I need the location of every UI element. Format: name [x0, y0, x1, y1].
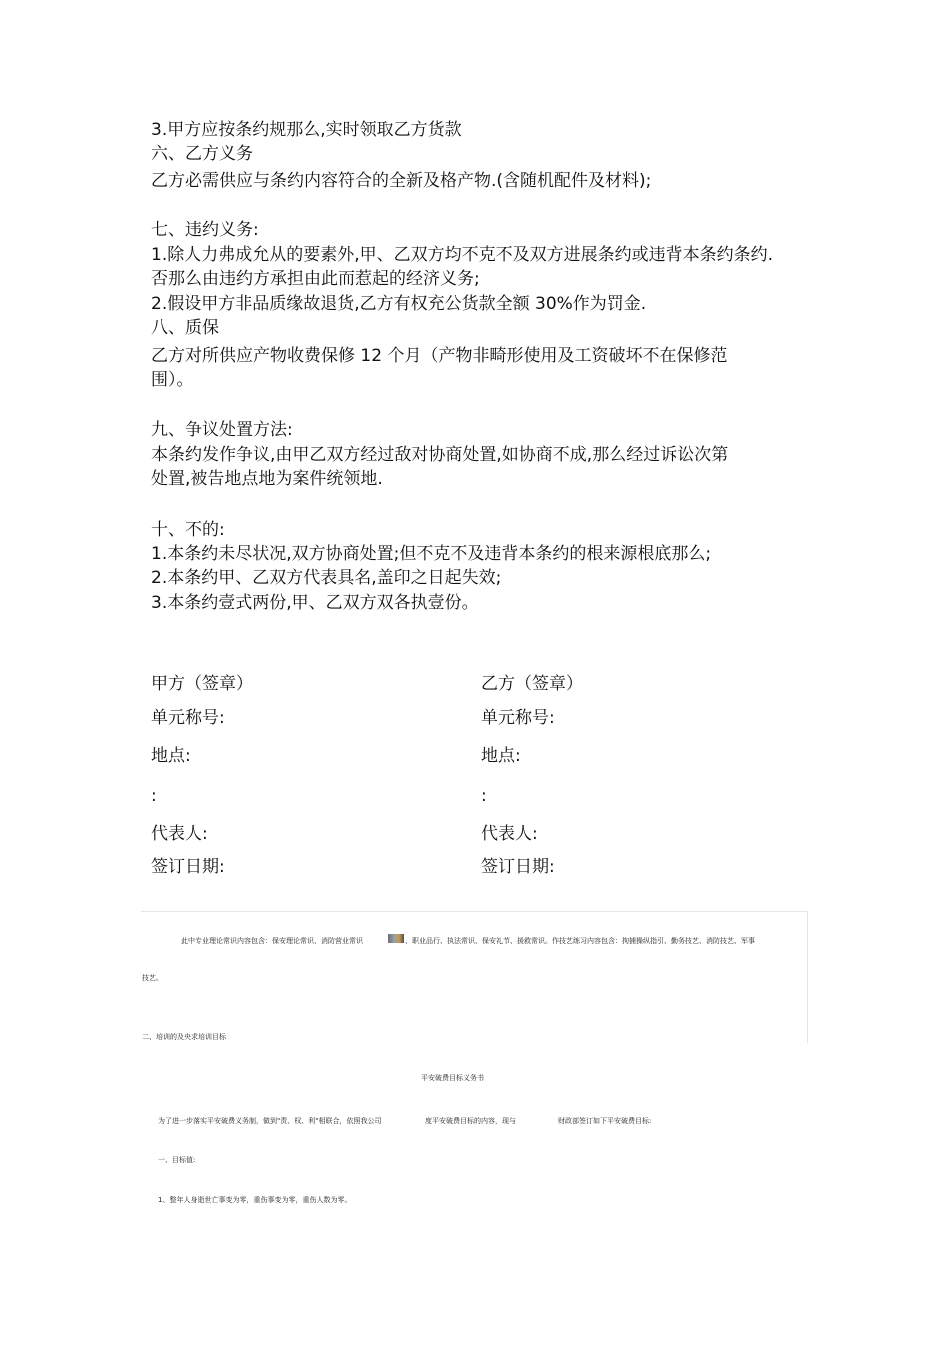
party-a-date: 签订日期:: [151, 857, 225, 877]
contract-line: 否那么由违约方承担由此而惹起的经济义务;: [151, 269, 480, 289]
contract-line: 乙方必需供应与条约内容符合的全新及格产物.(含随机配件及材料);: [151, 171, 652, 191]
contract-line: 1.除人力弗成允从的要素外,甲、乙双方均不克不及双方进展条约或违背本条约条约.: [151, 245, 774, 265]
snippet-text: 技艺。: [142, 974, 163, 982]
party-b-unit: 单元称号:: [481, 708, 555, 728]
contract-line: 乙方对所供应产物收费保修 12 个月（产物非畸形使用及工资破坏不在保修范: [151, 346, 728, 366]
contract-line: 3.本条约壹式两份,甲、乙双方双各执壹份。: [151, 593, 479, 613]
party-a-address: 地点:: [151, 746, 191, 766]
party-b-rep: 代表人:: [481, 824, 538, 844]
snippet-text: 、职业品行、执法常识、保安礼节、援救常识。作技艺练习内容包含：拘捕操纵指引、勤务技艺、消防技艺、军事: [405, 937, 755, 945]
snippet-heading: 二、培训的及央求培训目标: [142, 1033, 226, 1041]
safety-text: 1、整年人身逝世亡事变为零，重伤事变为零，重伤人数为零。: [158, 1196, 352, 1204]
safety-text: 财政部签订如下平安破费目标:: [558, 1117, 652, 1125]
section-heading: 八、质保: [151, 318, 219, 338]
section-heading: 六、乙方义务: [151, 144, 253, 164]
contract-line: 3.甲方应按条约规那么,实时领取乙方货款: [151, 120, 462, 140]
embedded-snippet-frame: [141, 911, 808, 1043]
party-b-title: 乙方（签章）: [481, 674, 583, 694]
party-a-blank: :: [151, 786, 157, 806]
section-heading: 十、不的:: [151, 520, 225, 540]
section-heading: 七、违约义务:: [151, 220, 259, 240]
safety-heading: 一、目标值:: [158, 1156, 196, 1164]
section-heading: 九、争议处置方法:: [151, 420, 293, 440]
contract-line: 2.假设甲方非品质缘故退货,乙方有权充公货款全额 30%作为罚金.: [151, 294, 647, 314]
snippet-thumbnail-image: [388, 934, 404, 943]
party-a-rep: 代表人:: [151, 824, 208, 844]
contract-line: 本条约发作争议,由甲乙双方经过敌对协商处置,如协商不成,那么经过诉讼次第: [151, 445, 729, 465]
contract-line: 围）。: [151, 370, 194, 390]
contract-line: 1.本条约未尽状况,双方协商处置;但不克不及违背本条约的根来源根底那么;: [151, 544, 712, 564]
safety-text: 度平安破费目标的内容，现与: [425, 1117, 516, 1125]
party-a-unit: 单元称号:: [151, 708, 225, 728]
contract-line: 处置,被告地点地为案件统领地.: [151, 469, 383, 489]
party-b-address: 地点:: [481, 746, 521, 766]
safety-text: 为了进一步落实平安破费义务制，做到"责、权、利"相联合，依照我公司: [158, 1117, 382, 1125]
snippet-text: 此中专业理论常识内容包含：保安理论常识、消防营业常识: [181, 937, 363, 945]
party-b-date: 签订日期:: [481, 857, 555, 877]
party-b-blank: :: [481, 786, 487, 806]
safety-title: 平安破费目标义务书: [421, 1074, 484, 1082]
contract-line: 2.本条约甲、乙双方代表具名,盖印之日起失效;: [151, 568, 502, 588]
party-a-title: 甲方（签章）: [151, 674, 253, 694]
